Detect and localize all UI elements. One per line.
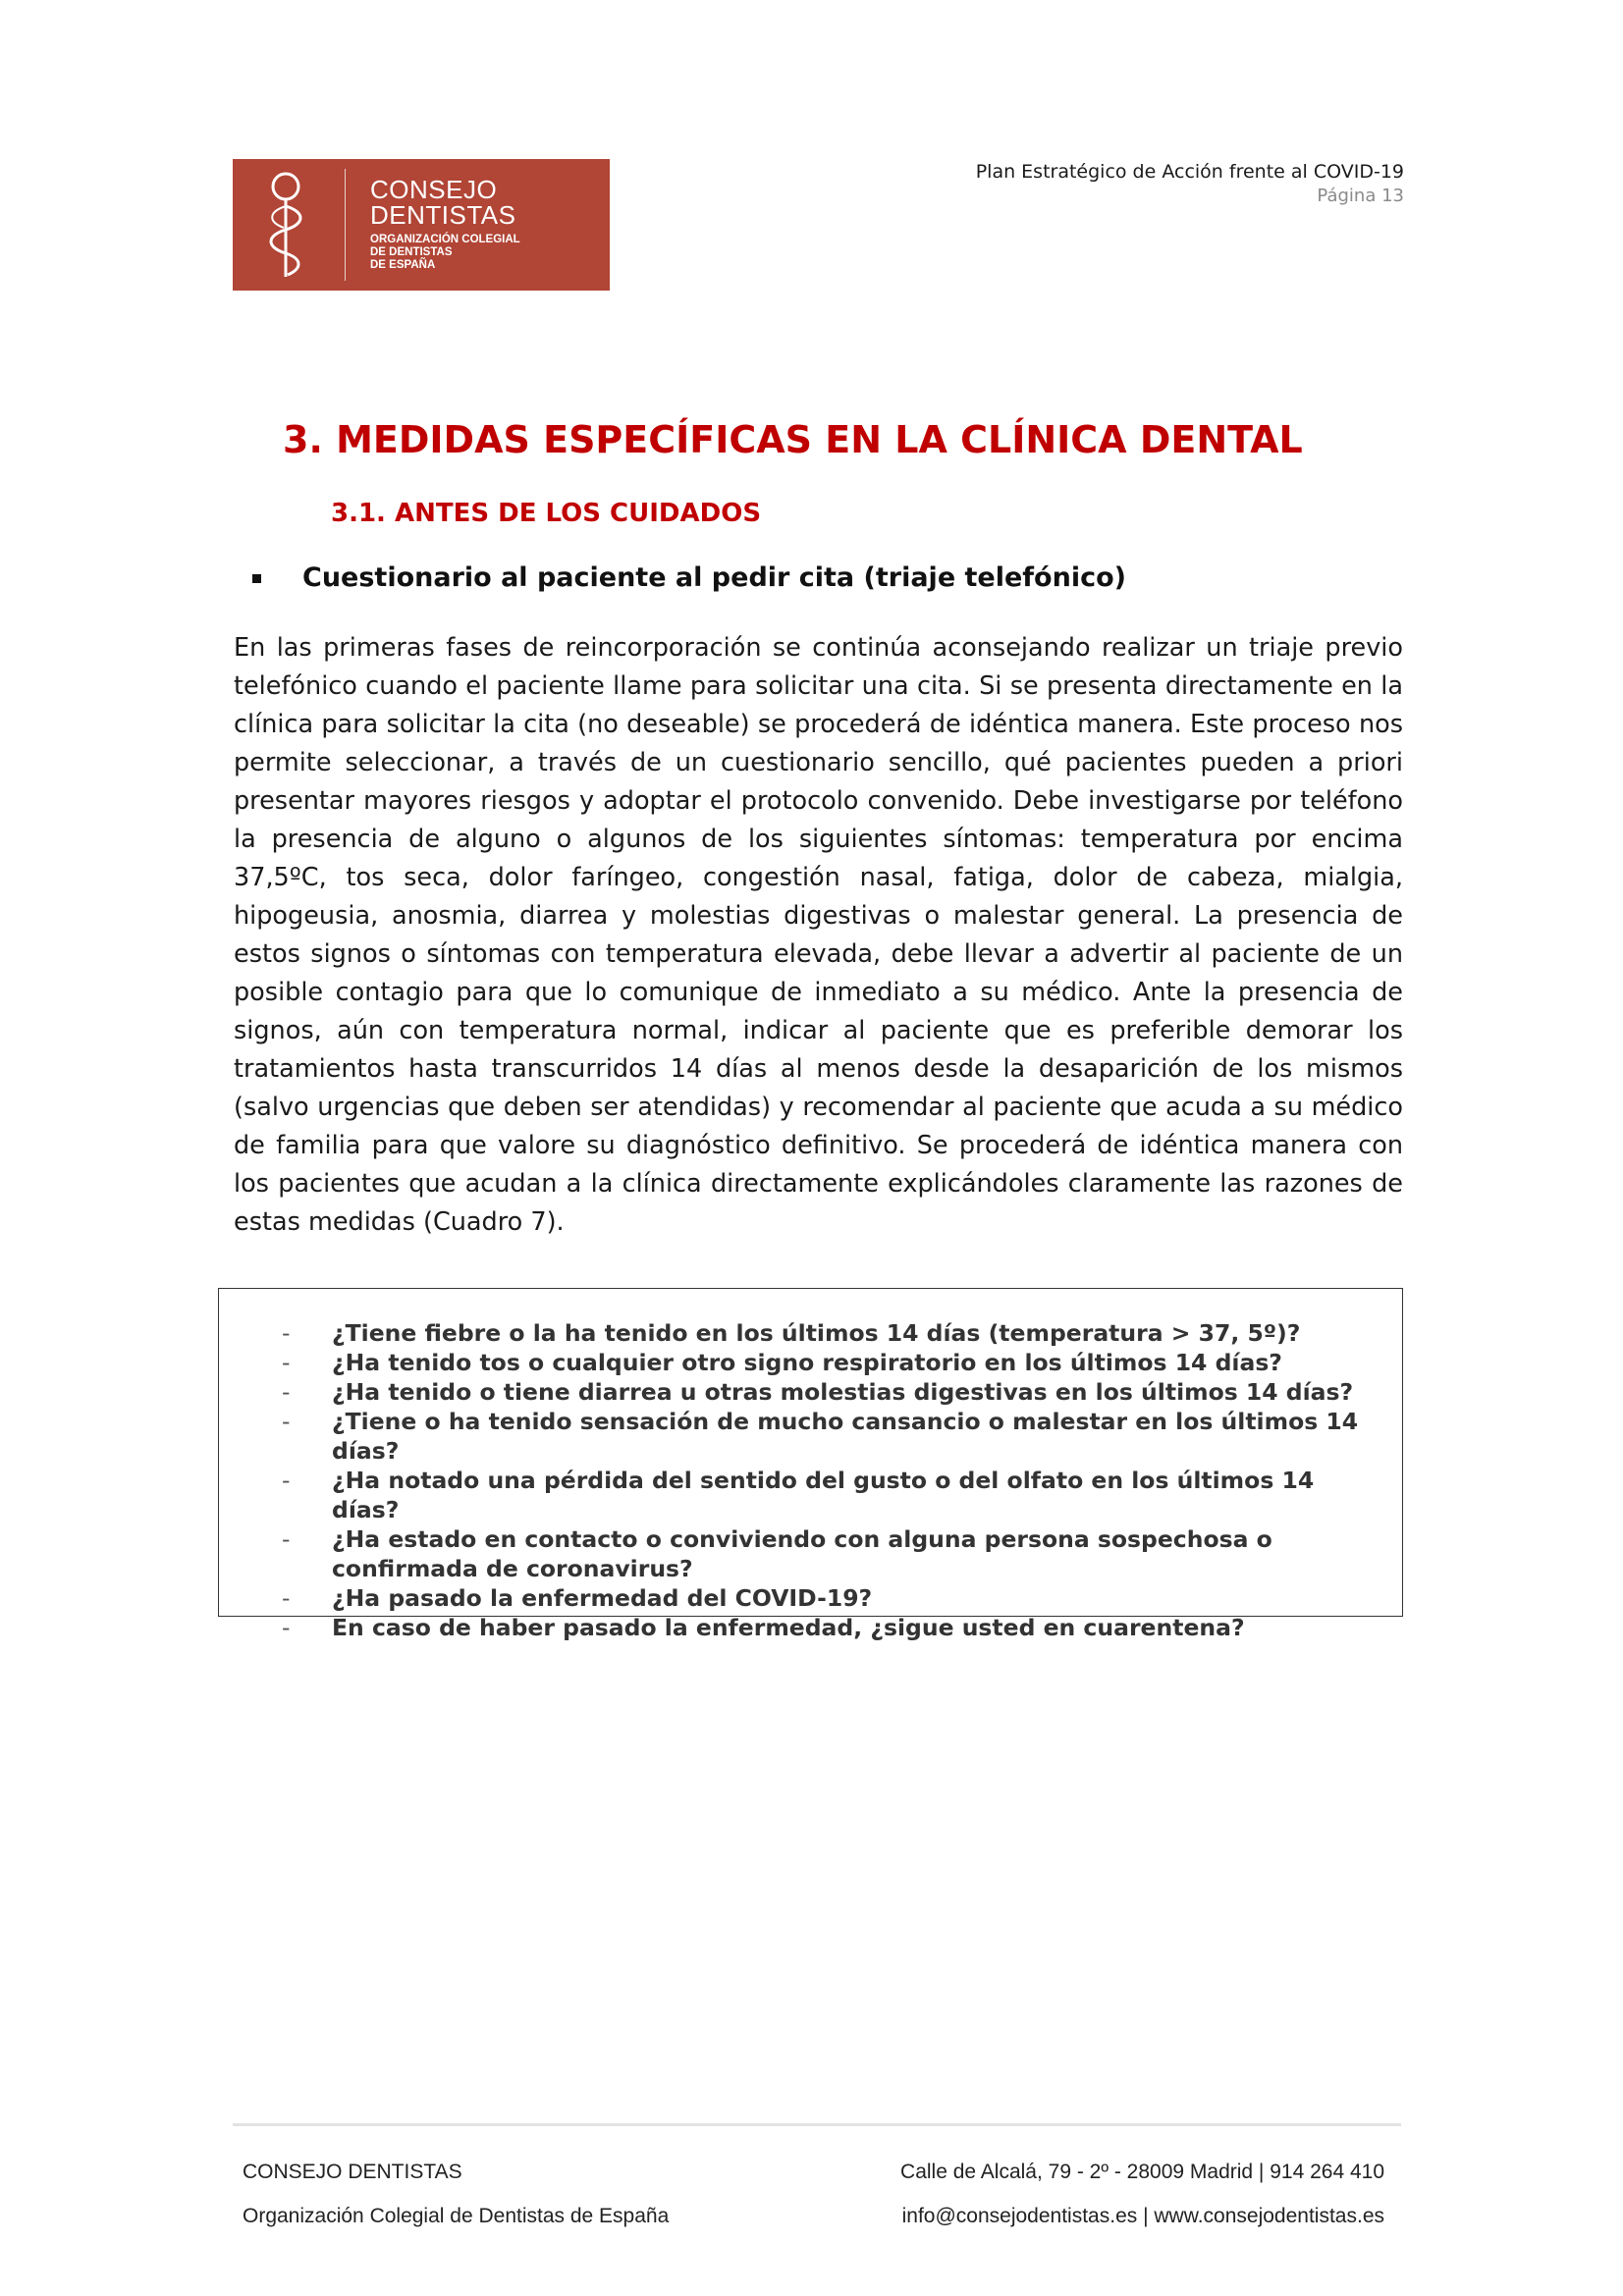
footer-address: Calle de Alcalá, 79 - 2º - 28009 Madrid | 914 264 410: [900, 2161, 1384, 2183]
question-text: ¿Ha tenido tos o cualquier otro signo respiratorio en los últimos 14 días?: [332, 1349, 1282, 1376]
document-title: Plan Estratégico de Acción frente al COVID-19: [975, 161, 1404, 183]
footer-email-website: info@consejodentistas.es | www.consejodentistas.es: [901, 2205, 1384, 2227]
question-text: En caso de haber pasado la enfermedad, ¿sigue usted en cuarentena?: [332, 1614, 1245, 1641]
page-header: [976, 159, 1404, 208]
question-item: [219, 1613, 1402, 1642]
body-paragraph: En las primeras fases de reincorporación se continúa aconsejando realizar un triaje previo telefónico cuando el paciente llame para solicitar una cita. Si se presenta directamente en la clínica para solicitar la cita (no deseable) se procederá de idéntica manera. Este proceso nos permite seleccionar, a través de un cuestionario sencillo, qué pacientes pueden a priori presentar mayores riesgos y adoptar el protocolo convenido. Debe investigarse por teléfono la presencia de alguno o algunos de los siguientes síntomas: temperatura por encima 37,5ºC, tos seca, dolor faríngeo, congestión nasal, fatiga, dolor de cabeza, mialgia, hipogeusia, anosmia, diarrea y molestias digestivas o malestar general. La presencia de estos signos o síntomas con temperatura elevada, debe llevar a advertir al paciente de un posible contagio para que lo comunique de inmediato a su médico. Ante la presencia de signos, aún con temperatura normal, indicar al paciente que es preferible demorar los tratamientos hasta transcurridos 14 días al menos desde la desaparición de los mismos (salvo urgencias que deben ser atendidas) y recomendar al paciente que acuda a su médico de familia para que valore su diagnóstico definitivo. Se procederá de idéntica manera con los pacientes que acudan a la clínica directamente explicándoles claramente las razones de estas medidas (Cuadro 7).: [234, 633, 1403, 1237]
question-text: ¿Ha tenido o tiene diarrea u otras molestias digestivas en los últimos 14 días?: [332, 1378, 1354, 1406]
question-text: ¿Tiene fiebre o la ha tenido en los últimos 14 días (temperatura > 37, 5º)?: [332, 1319, 1301, 1347]
page-number: Página 13: [1317, 186, 1404, 206]
questionnaire-list: [219, 1318, 1402, 1642]
logo-title-line1: CONSEJO: [370, 175, 498, 204]
question-text: ¿Ha pasado la enfermedad del COVID-19?: [332, 1584, 873, 1612]
question-item: [219, 1583, 1402, 1613]
dash-marker: -: [282, 1584, 291, 1612]
footer-organization: [243, 2150, 669, 2238]
section-title: 3. MEDIDAS ESPECÍFICAS EN LA CLÍNICA DENTAL: [283, 418, 1303, 461]
footer-contact: [900, 2150, 1384, 2238]
bullet-heading: Cuestionario al paciente al pedir cita (triaje telefónico): [302, 562, 1126, 593]
question-item: [219, 1318, 1402, 1348]
logo-subtitle: [370, 234, 520, 272]
dash-marker: -: [282, 1319, 291, 1347]
question-item: [219, 1377, 1402, 1407]
footer-org-full-name: Organización Colegial de Dentistas de España: [243, 2205, 670, 2227]
dash-marker: -: [282, 1525, 291, 1553]
footer-divider: [233, 2123, 1401, 2126]
question-item: [219, 1524, 1402, 1583]
dash-marker: -: [282, 1467, 291, 1494]
logo-divider: [345, 169, 346, 281]
dash-marker: -: [282, 1408, 291, 1435]
dash-marker: -: [282, 1378, 291, 1406]
square-bullet-icon: [252, 574, 261, 583]
logo-subtitle-line3: DE ESPAÑA: [370, 259, 436, 271]
logo-subtitle-line1: ORGANIZACIÓN COLEGIAL: [370, 234, 520, 245]
question-text: ¿Tiene o ha tenido sensación de mucho cansancio o malestar en los últimos 14 días?: [332, 1408, 1359, 1465]
questionnaire-box: [218, 1288, 1403, 1641]
question-text: ¿Ha estado en contacto o conviviendo con alguna persona sospechosa o confirmada de coronavirus?: [332, 1525, 1272, 1582]
question-item: [219, 1466, 1402, 1524]
logo-title-line2: DENTISTAS: [370, 200, 516, 230]
dash-marker: -: [282, 1349, 291, 1376]
organization-logo: [233, 159, 610, 291]
question-item: [219, 1348, 1402, 1377]
caduceus-icon: [254, 167, 317, 283]
logo-subtitle-line2: DE DENTISTAS: [370, 246, 453, 258]
subsection-title: 3.1. ANTES DE LOS CUIDADOS: [331, 499, 762, 528]
question-item: [219, 1407, 1402, 1466]
question-text: ¿Ha notado una pérdida del sentido del gusto o del olfato en los últimos 14 días?: [332, 1467, 1315, 1523]
footer-org-name: CONSEJO DENTISTAS: [243, 2161, 462, 2183]
dash-marker: -: [282, 1614, 291, 1641]
